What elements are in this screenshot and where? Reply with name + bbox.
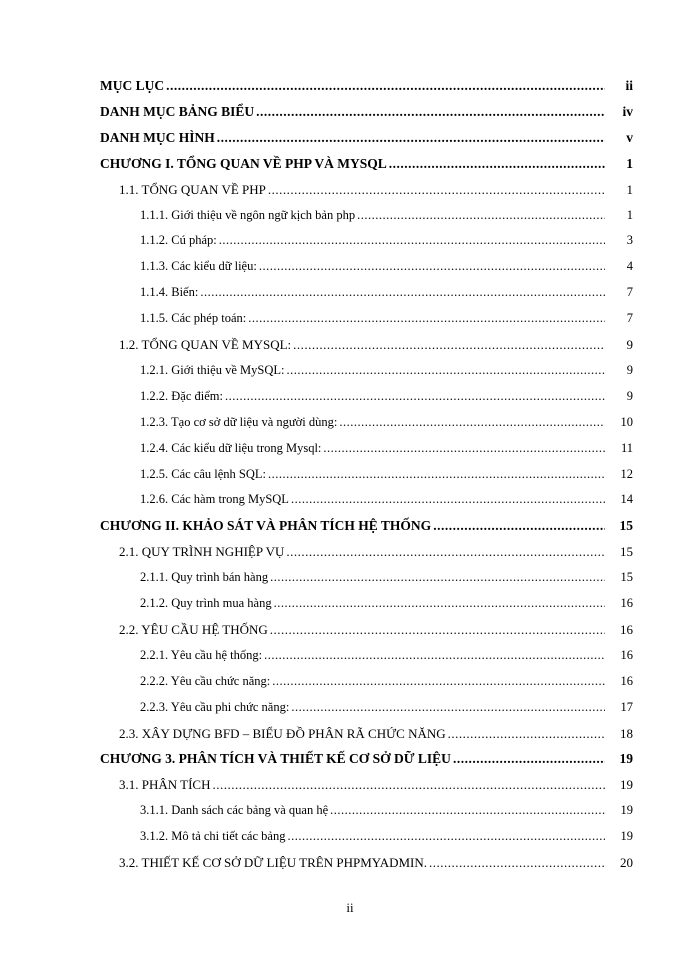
toc-entry-title: MỤC LỤC: [100, 78, 165, 93]
dot-leader: [323, 441, 605, 456]
toc-entry-page-number: 9: [626, 362, 633, 377]
toc-entry-page-number: v: [626, 129, 633, 145]
toc-entry-page-number: 20: [620, 855, 633, 870]
toc-entry-title: 2.2.1. Yêu cầu hệ thống:: [140, 647, 263, 662]
dot-leader: [268, 467, 605, 482]
toc-entry-level-0[interactable]: [100, 518, 633, 534]
toc-entry-page-number: 9: [626, 337, 633, 352]
toc-entry-level-2[interactable]: [140, 700, 633, 715]
toc-entry-page-number: 16: [620, 673, 633, 688]
toc-entry-level-1[interactable]: [119, 855, 633, 871]
dot-leader: [268, 182, 605, 198]
toc-entry-title: 1.1.4. Biến:: [140, 285, 199, 300]
toc-entry-page-number: 12: [620, 466, 633, 481]
toc-entry-title: DANH MỤC HÌNH: [100, 129, 215, 145]
toc-entry-level-1[interactable]: [119, 622, 633, 638]
toc-entry-level-2[interactable]: [140, 311, 633, 326]
toc-entry-level-1[interactable]: [119, 337, 633, 353]
toc-entry-title: 1.2.3. Tạo cơ sở dữ liệu và người dùng:: [140, 414, 338, 429]
toc-entry-title: DANH MỤC BẢNG BIỂU: [100, 103, 255, 119]
toc-entry-page-number: iv: [622, 103, 633, 119]
dot-leader: [293, 337, 605, 353]
toc-entry-level-2[interactable]: [140, 208, 633, 223]
toc-entry-level-2[interactable]: [140, 674, 633, 689]
dot-leader: [291, 700, 605, 715]
dot-leader: [429, 855, 605, 871]
toc-entry-title: CHƯƠNG II. KHẢO SÁT VÀ PHÂN TÍCH HỆ THỐNG: [100, 518, 432, 534]
dot-leader: [287, 829, 605, 844]
dot-leader: [291, 492, 605, 507]
dot-leader: [219, 233, 605, 248]
dot-leader: [248, 311, 605, 326]
toc-entry-level-2[interactable]: [140, 389, 633, 404]
toc-entry-level-2[interactable]: [140, 648, 633, 663]
toc-entry-title: 1.2.2. Đặc điểm:: [140, 388, 223, 403]
toc-entry-level-2[interactable]: [140, 467, 633, 482]
toc-entry-page-number: 15: [620, 570, 633, 585]
toc-entry-level-1[interactable]: [119, 726, 633, 742]
toc-entry-title: 1.2.6. Các hàm trong MySQL: [140, 492, 289, 507]
toc-entry-page-number: 15: [619, 518, 633, 534]
toc-entry-level-2[interactable]: [140, 415, 633, 430]
toc-entry-page-number: 4: [626, 259, 633, 274]
dot-leader: [339, 415, 605, 430]
dot-leader: [259, 259, 605, 274]
toc-entry-level-2[interactable]: [140, 259, 633, 274]
toc-entry-title: 1.2.1. Giới thiệu về MySQL:: [140, 362, 285, 377]
toc-entry-title: 3.1.1. Danh sách các bảng và quan hệ: [140, 803, 329, 818]
toc-entry-level-1[interactable]: [119, 182, 633, 198]
toc-entry-page-number: 1: [626, 181, 633, 197]
toc-entry-page-number: 16: [620, 621, 633, 637]
toc-entry-level-2[interactable]: [140, 803, 633, 818]
dot-leader: [270, 622, 605, 638]
toc-entry-title: 1.2.5. Các câu lệnh SQL:: [140, 466, 267, 481]
toc-entry-title: 1.1.1. Giới thiệu về ngôn ngữ kịch bản php: [140, 207, 356, 222]
toc-entry-level-2[interactable]: [140, 829, 633, 844]
toc-entry-page-number: 19: [619, 751, 633, 767]
toc-entry-level-2[interactable]: [140, 233, 633, 248]
dot-leader: [274, 596, 605, 611]
toc-entry-page-number: 1: [626, 155, 633, 171]
toc-entry-title: 1.2. TỔNG QUAN VỀ MYSQL:: [119, 337, 292, 352]
dot-leader: [213, 777, 606, 793]
page-number-footer: ii: [346, 900, 354, 915]
dot-leader: [286, 544, 605, 560]
dot-leader: [217, 130, 605, 146]
toc-entry-level-0[interactable]: [100, 156, 633, 172]
toc-entry-level-0[interactable]: [100, 78, 633, 94]
toc-entry-title: 2.2. YÊU CẦU HỆ THỐNG: [119, 621, 268, 637]
toc-entry-level-2[interactable]: [140, 285, 633, 300]
toc-entry-title: 3.1. PHÂN TÍCH: [119, 777, 211, 793]
dot-leader: [330, 803, 605, 818]
toc-entry-level-1[interactable]: [119, 777, 633, 793]
toc-entry-page-number: 19: [620, 803, 633, 818]
toc-entry-title: 1.2.4. Các kiểu dữ liệu trong Mysql:: [140, 440, 322, 455]
dot-leader: [272, 674, 605, 689]
toc-entry-level-1[interactable]: [119, 544, 633, 560]
toc-entry-level-0[interactable]: [100, 751, 633, 767]
toc-entry-level-2[interactable]: [140, 596, 633, 611]
dot-leader: [200, 285, 605, 300]
toc-entry-title: 3.2. THIẾT KẾ CƠ SỞ DỮ LIỆU TRÊN PHPMYADMIN.: [119, 855, 428, 870]
toc-entry-page-number: 7: [626, 311, 633, 326]
dot-leader: [433, 518, 605, 534]
toc-entry-title: 2.1.1. Quy trình bán hàng: [140, 570, 269, 585]
toc-entry-page-number: 16: [620, 647, 633, 662]
dot-leader: [286, 363, 605, 378]
dot-leader: [448, 726, 605, 742]
toc-entry-page-number: 7: [626, 285, 633, 300]
toc-entry-page-number: 19: [620, 777, 633, 793]
toc-entry-title: 1.1.2. Cú pháp:: [140, 233, 217, 248]
dot-leader: [389, 156, 605, 172]
toc-entry-level-2[interactable]: [140, 441, 633, 456]
toc-entry-page-number: 15: [620, 544, 633, 560]
toc-entry-level-0[interactable]: [100, 104, 633, 120]
toc-entry-level-0[interactable]: [100, 130, 633, 146]
toc-entry-page-number: 9: [626, 388, 633, 403]
dot-leader: [225, 389, 605, 404]
toc-entry-level-2[interactable]: [140, 570, 633, 585]
toc-entry-title: 3.1.2. Mô tả chi tiết các bảng: [140, 829, 286, 844]
dot-leader: [166, 78, 605, 94]
toc-entry-title: 2.3. XÂY DỰNG BFD – BIỂU ĐỒ PHÂN RÃ CHỨC NĂNG: [119, 725, 446, 741]
toc-entry-title: 2.2.3. Yêu cầu phi chức năng:: [140, 699, 290, 714]
toc-entry-level-2[interactable]: [140, 363, 633, 378]
toc-entry-page-number: 10: [620, 414, 633, 429]
toc-entry-title: 1.1. TỔNG QUAN VỀ PHP: [119, 181, 266, 197]
toc-entry-page-number: 1: [626, 207, 633, 222]
dot-leader: [264, 648, 605, 663]
dot-leader: [270, 570, 605, 585]
dot-leader: [256, 104, 605, 120]
toc-entry-page-number: ii: [625, 78, 633, 93]
toc-entry-page-number: 3: [626, 233, 633, 248]
toc-entry-title: 1.1.5. Các phép toán:: [140, 311, 247, 326]
toc-entry-title: 2.1.2. Quy trình mua hàng: [140, 596, 272, 610]
toc-entry-page-number: 11: [620, 440, 633, 455]
toc-entry-page-number: 18: [620, 725, 633, 741]
toc-entry-page-number: 16: [620, 596, 633, 610]
toc-entry-level-2[interactable]: [140, 492, 633, 507]
toc-entry-page-number: 14: [620, 492, 633, 507]
dot-leader: [357, 208, 605, 223]
toc-entry-page-number: 19: [620, 829, 633, 844]
toc-entry-title: 2.2.2. Yêu cầu chức năng:: [140, 673, 271, 688]
toc-entry-title: CHƯƠNG 3. PHÂN TÍCH VÀ THIẾT KẾ CƠ SỞ DỮ LIỆU: [100, 751, 451, 767]
dot-leader: [453, 751, 605, 767]
toc-entry-title: CHƯƠNG I. TỔNG QUAN VỀ PHP VÀ MYSQL: [100, 155, 387, 171]
toc-entry-title: 2.1. QUY TRÌNH NGHIỆP VỤ: [119, 544, 285, 560]
toc-entry-title: 1.1.3. Các kiểu dữ liệu:: [140, 259, 257, 274]
toc-entry-page-number: 17: [620, 699, 633, 714]
